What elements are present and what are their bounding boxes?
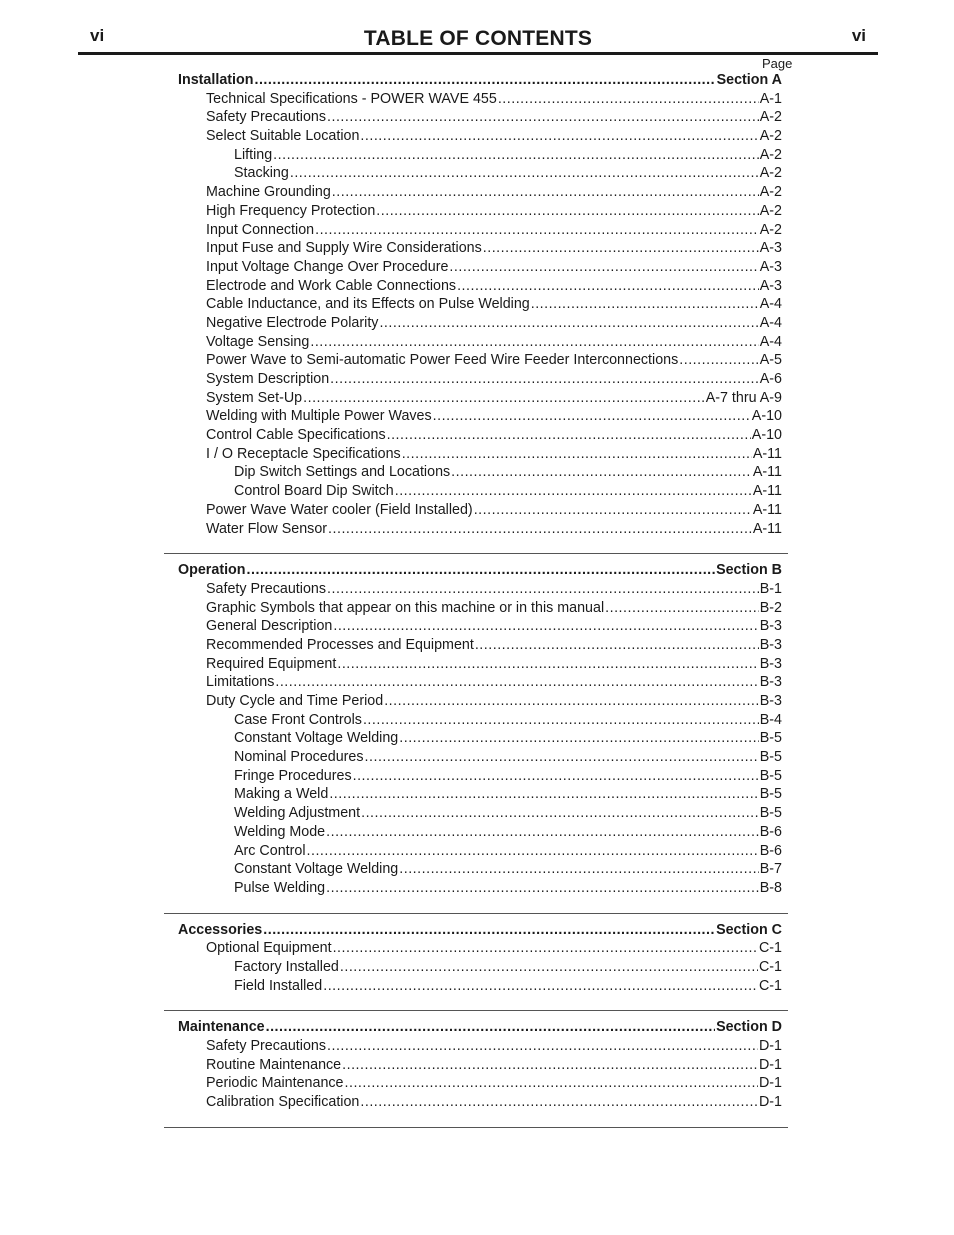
toc-entry-page: B-3: [759, 674, 782, 691]
dot-leader: [290, 165, 759, 181]
dot-leader: [449, 259, 758, 275]
toc-entry[interactable]: [164, 712, 788, 731]
dot-leader: [326, 880, 759, 896]
dot-leader: [266, 1019, 715, 1035]
toc-entry[interactable]: [164, 371, 788, 390]
dot-leader: [330, 371, 759, 387]
dot-leader: [498, 91, 759, 107]
toc-entry-label: Field Installed: [234, 977, 323, 994]
toc-entry-label: Case Front Controls: [234, 711, 362, 728]
toc-entry-page: B-2: [759, 599, 782, 616]
dot-leader: [323, 978, 758, 994]
toc-entry-page: B-5: [759, 749, 782, 766]
toc-entry[interactable]: [164, 581, 788, 600]
toc-entry-page: A-3: [759, 258, 782, 275]
dot-leader: [363, 712, 759, 728]
dot-leader: [327, 1038, 758, 1054]
toc-entry[interactable]: [164, 427, 788, 446]
toc-entry[interactable]: [164, 880, 788, 899]
toc-entry-page: Section D: [716, 1019, 782, 1036]
toc-entry-page: B-6: [759, 842, 782, 859]
toc-entry[interactable]: [164, 978, 788, 997]
toc-entry[interactable]: [164, 296, 788, 315]
toc-entry-page: A-2: [759, 128, 782, 145]
toc-entry-page: B-4: [759, 711, 782, 728]
toc-entry[interactable]: [164, 824, 788, 843]
toc-entry-page: A-10: [751, 427, 782, 444]
toc-entry-page: A-3: [759, 240, 782, 257]
dot-leader: [387, 427, 751, 443]
toc-entry[interactable]: [164, 352, 788, 371]
dot-leader: [402, 446, 752, 462]
toc-section-heading[interactable]: [164, 922, 788, 941]
toc-entry-label: Control Board Dip Switch: [234, 483, 394, 500]
toc-entry-label: Dip Switch Settings and Locations: [234, 464, 451, 481]
toc-entry-label: Input Voltage Change Over Procedure: [206, 258, 449, 275]
toc-entry-page: B-7: [759, 861, 782, 878]
toc-entry-page: A-2: [759, 109, 782, 126]
dot-leader: [360, 128, 758, 144]
toc-entry-page: B-5: [759, 786, 782, 803]
page-number-right: vi: [851, 26, 866, 45]
toc-entry-page: B-5: [759, 805, 782, 822]
page-column-label: Page: [762, 56, 793, 71]
toc-section: [164, 72, 788, 554]
toc-entry-label: I / O Receptacle Specifications: [206, 445, 401, 462]
dot-leader: [326, 824, 759, 840]
toc-entry[interactable]: [164, 390, 788, 409]
toc-entry[interactable]: [164, 786, 788, 805]
toc-section: [164, 562, 788, 913]
toc-entry-label: Duty Cycle and Time Period: [206, 693, 384, 709]
dot-leader: [332, 184, 759, 200]
dot-leader: [457, 278, 759, 294]
toc-entry-label: Safety Precautions: [206, 109, 327, 126]
toc-entry-page: C-1: [758, 940, 782, 957]
page-number-left: vi: [90, 26, 105, 45]
toc-entry-label: Constant Voltage Welding: [234, 730, 399, 747]
toc-entry[interactable]: [164, 165, 788, 184]
toc-entry-page: A-4: [759, 314, 782, 331]
toc-entry[interactable]: [164, 334, 788, 353]
toc-entry-label: Technical Specifications - POWER WAVE 455: [206, 90, 497, 107]
toc-entry-page: B-6: [759, 823, 782, 840]
toc-entry-label: Input Fuse and Supply Wire Considerations: [206, 240, 482, 257]
toc-entry-page: Section A: [716, 72, 782, 88]
table-of-contents: [164, 72, 788, 1136]
toc-entry-label: Welding Adjustment: [234, 805, 361, 822]
toc-entry-label: Input Connection: [206, 221, 315, 238]
toc-entry-page: A-11: [752, 464, 782, 481]
toc-entry[interactable]: [164, 240, 788, 259]
toc-entry-label: Safety Precautions: [206, 580, 327, 597]
toc-entry-label: System Description: [206, 371, 330, 387]
dot-leader: [333, 618, 758, 634]
toc-entry-label: Safety Precautions: [206, 1038, 327, 1054]
toc-entry-page: A-4: [759, 296, 782, 313]
toc-entry-page: A-11: [752, 501, 782, 518]
toc-entry[interactable]: [164, 147, 788, 166]
dot-leader: [329, 786, 758, 802]
toc-section-heading[interactable]: [164, 562, 788, 581]
dot-leader: [273, 147, 759, 163]
dot-leader: [399, 730, 758, 746]
toc-entry-label: Welding Mode: [234, 823, 326, 840]
toc-entry-label: Arc Control: [234, 842, 306, 859]
toc-entry-label: Operation: [178, 562, 246, 579]
dot-leader: [315, 222, 759, 238]
dot-leader: [433, 408, 751, 424]
toc-entry[interactable]: [164, 805, 788, 824]
toc-entry-page: B-3: [759, 655, 782, 672]
toc-entry-label: Required Equipment: [206, 655, 337, 672]
toc-entry[interactable]: [164, 730, 788, 749]
toc-entry-label: Limitations: [206, 674, 275, 691]
toc-entry-page: A-10: [751, 408, 782, 425]
toc-entry[interactable]: [164, 483, 788, 502]
toc-entry[interactable]: [164, 1057, 788, 1076]
dot-leader: [328, 521, 752, 537]
toc-entry-page: A-5: [759, 352, 782, 369]
toc-entry-label: Fringe Procedures: [234, 767, 352, 784]
page-header: [78, 26, 878, 55]
toc-entry-label: Pulse Welding: [234, 879, 326, 896]
toc-entry-label: Machine Grounding: [206, 184, 331, 201]
toc-entry-page: A-11: [752, 445, 782, 462]
dot-leader: [376, 203, 758, 219]
toc-entry[interactable]: [164, 1075, 788, 1094]
toc-entry-label: Power Wave Water cooler (Field Installed): [206, 501, 473, 518]
toc-entry[interactable]: [164, 464, 788, 483]
toc-entry[interactable]: [164, 128, 788, 147]
dot-leader: [327, 109, 759, 125]
toc-entry-label: Accessories: [178, 921, 263, 938]
toc-entry-label: Nominal Procedures: [234, 749, 364, 766]
toc-entry-page: A-6: [759, 371, 782, 387]
dot-leader: [275, 674, 758, 690]
toc-entry-page: A-2: [759, 146, 782, 163]
dot-leader: [361, 805, 759, 821]
dot-leader: [247, 562, 716, 578]
toc-entry-label: Control Cable Specifications: [206, 427, 386, 444]
toc-entry-label: Voltage Sensing: [206, 333, 310, 350]
dot-leader: [384, 693, 759, 709]
dot-leader: [474, 502, 752, 518]
toc-section-heading[interactable]: [164, 1019, 788, 1038]
toc-entry[interactable]: [164, 278, 788, 297]
dot-leader: [360, 1094, 758, 1110]
toc-entry[interactable]: [164, 940, 788, 959]
page-title: TABLE OF CONTENTS: [363, 27, 593, 50]
toc-entry[interactable]: [164, 674, 788, 693]
dot-leader: [353, 768, 759, 784]
toc-entry-page: B-3: [759, 636, 782, 653]
dot-leader: [345, 1075, 758, 1091]
toc-entry[interactable]: [164, 768, 788, 787]
dot-leader: [379, 315, 758, 331]
dot-leader: [365, 749, 759, 765]
toc-entry[interactable]: [164, 446, 788, 465]
dot-leader: [679, 352, 758, 368]
toc-entry-page: D-1: [758, 1094, 782, 1111]
toc-entry[interactable]: [164, 600, 788, 619]
dot-leader: [451, 464, 752, 480]
toc-entry-page: D-1: [758, 1075, 782, 1092]
toc-entry-label: Cable Inductance, and its Effects on Pulse Welding: [206, 296, 530, 313]
dot-leader: [399, 861, 758, 877]
dot-leader: [483, 240, 759, 256]
toc-entry-label: Installation: [178, 72, 254, 88]
toc-entry-page: B-1: [759, 580, 782, 597]
dot-leader: [475, 637, 759, 653]
toc-entry-page: A-3: [759, 277, 782, 294]
toc-entry[interactable]: [164, 184, 788, 203]
dot-leader: [263, 922, 715, 938]
toc-entry-page: A-11: [752, 520, 782, 537]
toc-entry[interactable]: [164, 109, 788, 128]
toc-entry-page: B-3: [759, 618, 782, 635]
toc-entry-page: B-5: [759, 767, 782, 784]
toc-entry[interactable]: [164, 749, 788, 768]
toc-entry-label: Water Flow Sensor: [206, 520, 328, 537]
dot-leader: [340, 959, 758, 975]
toc-entry[interactable]: [164, 259, 788, 278]
toc-entry-label: Recommended Processes and Equipment: [206, 636, 474, 653]
toc-entry-label: Lifting: [234, 146, 273, 163]
toc-entry-label: Factory Installed: [234, 958, 339, 975]
toc-entry[interactable]: [164, 502, 788, 521]
toc-entry-page: A-2: [759, 165, 782, 182]
dot-leader: [605, 600, 759, 616]
toc-entry-page: C-1: [758, 958, 782, 975]
toc-entry-label: Electrode and Work Cable Connections: [206, 277, 457, 294]
toc-entry-page: C-1: [758, 977, 782, 994]
toc-entry-label: Welding with Multiple Power Waves: [206, 408, 432, 425]
toc-entry-page: B-8: [759, 879, 782, 896]
toc-entry[interactable]: [164, 1094, 788, 1113]
toc-entry-page: A-2: [759, 184, 782, 201]
toc-entry[interactable]: [164, 1038, 788, 1057]
toc-entry[interactable]: [164, 618, 788, 637]
dot-leader: [307, 843, 759, 859]
dot-leader: [395, 483, 752, 499]
toc-entry-page: A-7 thru A-9: [705, 389, 782, 406]
toc-entry[interactable]: [164, 315, 788, 334]
toc-entry-label: Calibration Specification: [206, 1094, 360, 1111]
toc-entry-label: Constant Voltage Welding: [234, 861, 399, 878]
dot-leader: [310, 334, 758, 350]
dot-leader: [531, 296, 759, 312]
toc-entry-label: Optional Equipment: [206, 940, 332, 957]
toc-section: [164, 922, 788, 1012]
toc-entry-page: D-1: [758, 1038, 782, 1054]
toc-entry-label: Negative Electrode Polarity: [206, 314, 379, 331]
dot-leader: [327, 581, 759, 597]
toc-entry[interactable]: [164, 222, 788, 241]
toc-section: [164, 1019, 788, 1127]
toc-entry-label: System Set-Up: [206, 389, 303, 406]
toc-entry-label: Maintenance: [178, 1019, 265, 1036]
toc-entry-label: General Description: [206, 618, 333, 635]
toc-entry-page: Section C: [716, 921, 782, 938]
toc-entry[interactable]: [164, 693, 788, 712]
toc-entry-page: B-5: [759, 730, 782, 747]
toc-entry-page: A-2: [759, 202, 782, 219]
toc-entry-label: Power Wave to Semi-automatic Power Feed Wire Feeder Interconnections: [206, 352, 679, 369]
toc-entry[interactable]: [164, 656, 788, 675]
toc-entry[interactable]: [164, 843, 788, 862]
toc-entry-page: Section B: [716, 562, 782, 579]
toc-entry-label: Routine Maintenance: [206, 1056, 342, 1073]
toc-entry-page: A-1: [759, 90, 782, 107]
dot-leader: [254, 72, 715, 88]
toc-entry[interactable]: [164, 637, 788, 656]
toc-entry[interactable]: [164, 91, 788, 110]
toc-entry-page: D-1: [758, 1056, 782, 1073]
toc-entry[interactable]: [164, 203, 788, 222]
toc-entry-label: Making a Weld: [234, 786, 329, 803]
dot-leader: [333, 940, 758, 956]
toc-section-heading[interactable]: [164, 72, 788, 91]
toc-entry-label: Periodic Maintenance: [206, 1075, 344, 1092]
dot-leader: [342, 1057, 758, 1073]
toc-entry[interactable]: [164, 861, 788, 880]
toc-entry[interactable]: [164, 959, 788, 978]
dot-leader: [337, 656, 758, 672]
toc-entry-page: B-3: [759, 693, 782, 709]
toc-entry-page: A-2: [759, 221, 782, 238]
toc-entry-label: High Frequency Protection: [206, 202, 376, 219]
toc-entry[interactable]: [164, 521, 788, 540]
dot-leader: [303, 390, 705, 406]
toc-entry-page: A-11: [752, 483, 782, 500]
toc-entry-label: Graphic Symbols that appear on this machine or in this manual: [206, 599, 605, 616]
toc-entry-label: Stacking: [234, 165, 289, 182]
toc-entry-label: Select Suitable Location: [206, 128, 360, 145]
toc-entry[interactable]: [164, 408, 788, 427]
toc-entry-page: A-4: [759, 333, 782, 350]
